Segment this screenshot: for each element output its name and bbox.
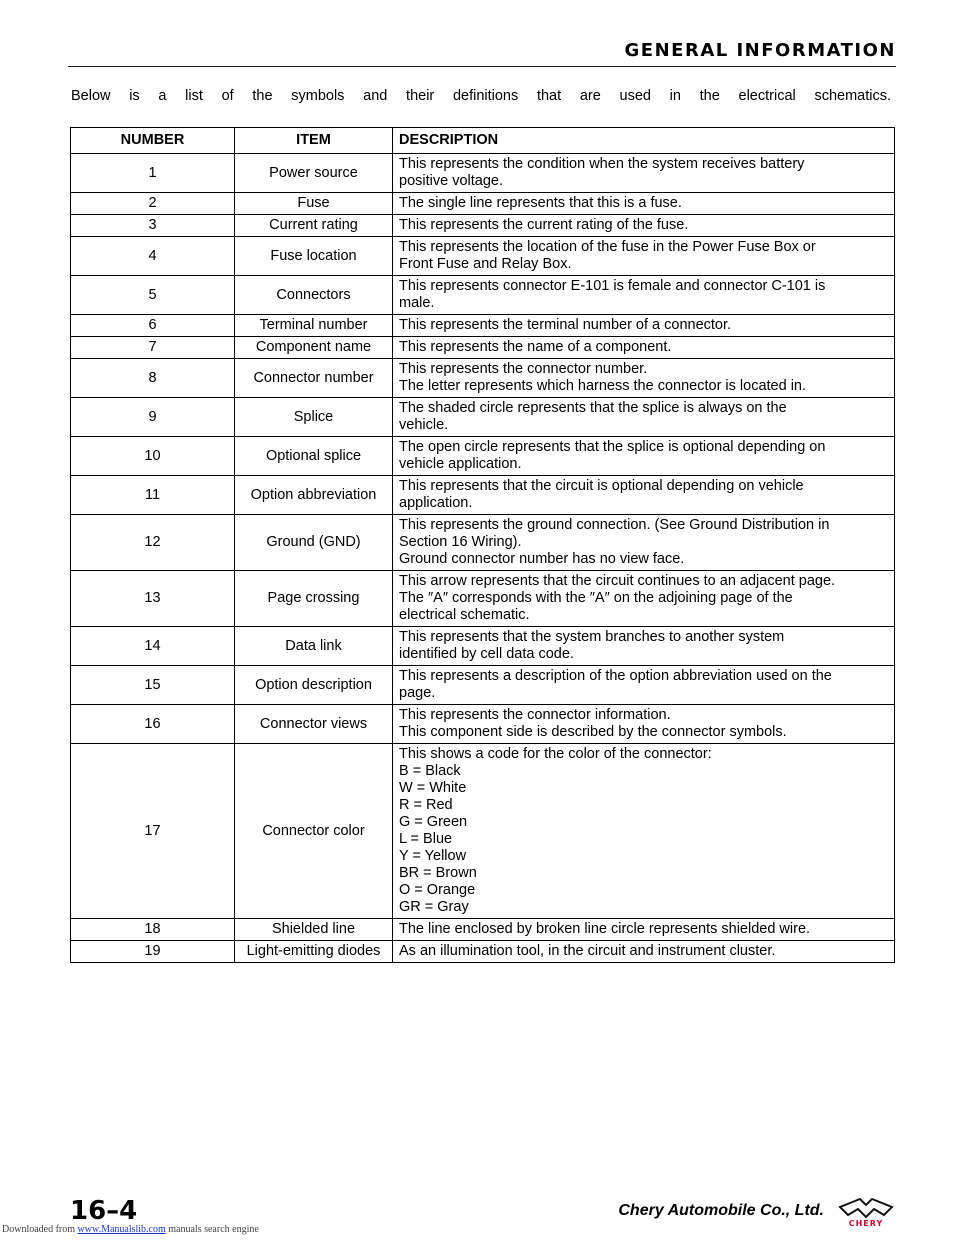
cell-description: This represents that the system branches to another system identified by cell data code. <box>393 627 895 666</box>
page-number: 16–4 <box>70 1196 138 1226</box>
cell-description: This represents connector E-101 is female and connector C-101 is male. <box>393 276 895 315</box>
table-row <box>71 437 895 476</box>
cell-item: Data link <box>235 627 393 666</box>
cell-description: This represents the connector number. The letter represents which harness the connector is located in. <box>393 359 895 398</box>
cell-description: This shows a code for the color of the connector: B = Black W = White R = Red G = Green L = Blue Y = Yellow BR = Brown O = Orange GR = Gray <box>393 744 895 919</box>
cell-item: Optional splice <box>235 437 393 476</box>
table-row <box>71 398 895 437</box>
cell-item: Fuse location <box>235 237 393 276</box>
table-row <box>71 359 895 398</box>
cell-item: Terminal number <box>235 315 393 337</box>
cell-description: The single line represents that this is a fuse. <box>393 193 895 215</box>
cell-description: The shaded circle represents that the splice is always on the vehicle. <box>393 398 895 437</box>
cell-number: 18 <box>71 919 235 941</box>
cell-item: Connector views <box>235 705 393 744</box>
table-row <box>71 193 895 215</box>
header-description: DESCRIPTION <box>393 128 895 154</box>
cell-description: This represents the location of the fuse in the Power Fuse Box or Front Fuse and Relay Box. <box>393 237 895 276</box>
table-row <box>71 154 895 193</box>
cell-description: As an illumination tool, in the circuit and instrument cluster. <box>393 941 895 963</box>
cell-item: Connector number <box>235 359 393 398</box>
cell-number: 8 <box>71 359 235 398</box>
cell-item: Component name <box>235 337 393 359</box>
table-row <box>71 919 895 941</box>
table-row <box>71 627 895 666</box>
cell-item: Splice <box>235 398 393 437</box>
cell-item: Current rating <box>235 215 393 237</box>
chery-logo-icon <box>836 1196 896 1228</box>
cell-item: Option abbreviation <box>235 476 393 515</box>
cell-number: 2 <box>71 193 235 215</box>
cell-number: 16 <box>71 705 235 744</box>
download-suffix: manuals search engine <box>165 1224 259 1235</box>
cell-description: This represents the connector information. This component side is described by the connector symbols. <box>393 705 895 744</box>
cell-item: Ground (GND) <box>235 515 393 571</box>
table-row <box>71 744 895 919</box>
table-row <box>71 237 895 276</box>
cell-item: Fuse <box>235 193 393 215</box>
cell-number: 3 <box>71 215 235 237</box>
cell-description: This represents the condition when the system receives battery positive voltage. <box>393 154 895 193</box>
table-row <box>71 941 895 963</box>
cell-description: This represents the name of a component. <box>393 337 895 359</box>
header-number: NUMBER <box>71 128 235 154</box>
cell-number: 7 <box>71 337 235 359</box>
svg-text:CHERY: CHERY <box>848 1219 884 1228</box>
download-notice <box>2 1224 259 1235</box>
table-row <box>71 666 895 705</box>
cell-number: 9 <box>71 398 235 437</box>
cell-number: 13 <box>71 571 235 627</box>
page-section-title: GENERAL INFORMATION <box>624 40 896 61</box>
symbols-table-body <box>71 154 895 963</box>
company-name: Chery Automobile Co., Ltd. <box>618 1202 824 1219</box>
table-row <box>71 315 895 337</box>
cell-item: Light-emitting diodes <box>235 941 393 963</box>
cell-description: This represents that the circuit is optional depending on vehicle application. <box>393 476 895 515</box>
table-row <box>71 515 895 571</box>
table-row <box>71 276 895 315</box>
cell-item: Shielded line <box>235 919 393 941</box>
cell-description: The open circle represents that the splice is optional depending on vehicle application. <box>393 437 895 476</box>
cell-item: Power source <box>235 154 393 193</box>
intro-paragraph: Below is a list of the symbols and their definitions that are used in the electrical schematics. <box>71 88 891 104</box>
cell-item: Connectors <box>235 276 393 315</box>
download-prefix: Downloaded from <box>2 1224 78 1235</box>
cell-number: 1 <box>71 154 235 193</box>
cell-number: 15 <box>71 666 235 705</box>
cell-description: This represents the ground connection. (See Ground Distribution in Section 16 Wiring). Ground connector number has no view face. <box>393 515 895 571</box>
cell-number: 5 <box>71 276 235 315</box>
cell-description: This represents the terminal number of a connector. <box>393 315 895 337</box>
cell-description: This represents a description of the option abbreviation used on the page. <box>393 666 895 705</box>
cell-description: This represents the current rating of the fuse. <box>393 215 895 237</box>
table-row <box>71 337 895 359</box>
header-item: ITEM <box>235 128 393 154</box>
cell-number: 12 <box>71 515 235 571</box>
cell-number: 19 <box>71 941 235 963</box>
manualslib-link[interactable]: www.Manualslib.com <box>77 1224 166 1235</box>
table-header-row <box>71 128 895 154</box>
cell-item: Page crossing <box>235 571 393 627</box>
cell-item: Option description <box>235 666 393 705</box>
cell-description: The line enclosed by broken line circle represents shielded wire. <box>393 919 895 941</box>
table-row <box>71 571 895 627</box>
cell-number: 17 <box>71 744 235 919</box>
cell-item: Connector color <box>235 744 393 919</box>
cell-description: This arrow represents that the circuit continues to an adjacent page. The ″A″ corresponds with the ″A″ on the adjoining page of the electrical schematic. <box>393 571 895 627</box>
table-row <box>71 215 895 237</box>
cell-number: 14 <box>71 627 235 666</box>
cell-number: 11 <box>71 476 235 515</box>
cell-number: 10 <box>71 437 235 476</box>
cell-number: 4 <box>71 237 235 276</box>
header-divider <box>68 66 896 67</box>
table-row <box>71 705 895 744</box>
symbols-table <box>70 127 895 963</box>
cell-number: 6 <box>71 315 235 337</box>
table-row <box>71 476 895 515</box>
